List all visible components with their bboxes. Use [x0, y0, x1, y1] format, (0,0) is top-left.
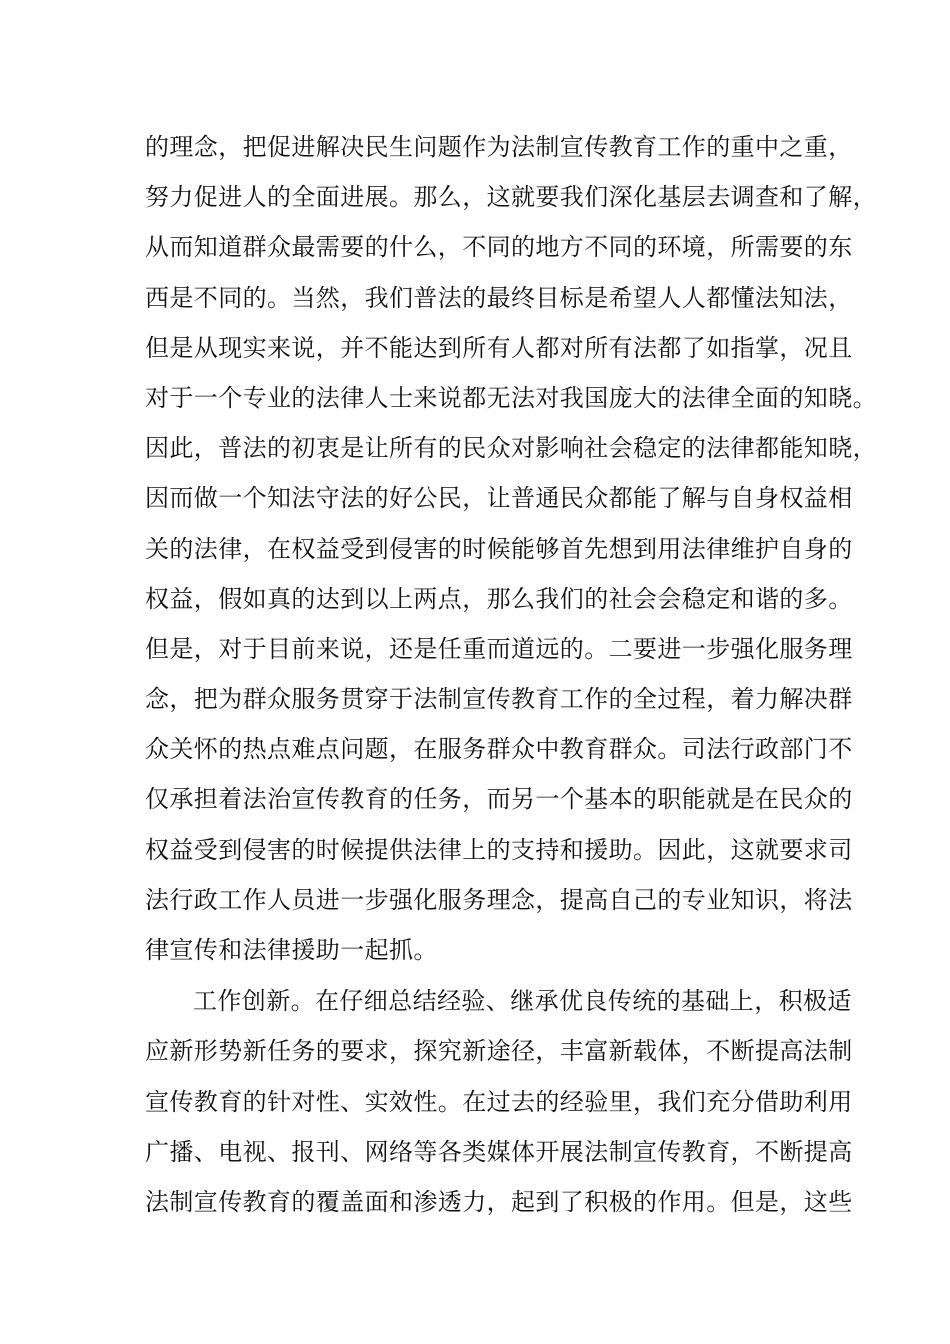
- text-line: 法行政工作人员进一步强化服务理念，提高自己的专业知识，将法: [145, 885, 853, 914]
- paragraph-1: [145, 127, 877, 980]
- text-line: 努力促进人的全面进展。那么，这就要我们深化基层去调查和了解，: [145, 183, 877, 212]
- text-line: 但是，对于目前来说，还是任重而道远的。二要进一步强化服务理: [145, 634, 853, 663]
- text-line: 众关怀的热点难点问题，在服务群众中教育群众。司法行政部门不: [145, 735, 853, 764]
- paragraph-2: [145, 981, 853, 1232]
- text-line: 西是不同的。当然，我们普法的最终目标是希望人人都懂法知法，: [145, 283, 853, 312]
- text-line: 关的法律，在权益受到侵害的时候能够首先想到用法律维护自身的: [145, 534, 853, 563]
- text-line: 法制宣传教育的覆盖面和渗透力，起到了积极的作用。但是，这些: [145, 1187, 853, 1216]
- body-text: [145, 127, 877, 1232]
- text-line: 应新形势新任务的要求，探究新途径，丰富新载体，不断提高法制: [145, 1037, 853, 1066]
- text-line: 仅承担着法治宣传教育的任务，而另一个基本的职能就是在民众的: [145, 785, 853, 814]
- text-line: 工作创新。在仔细总结经验、继承优良传统的基础上，积极适: [193, 987, 852, 1016]
- text-line: 从而知道群众最需要的什么，不同的地方不同的环境，所需要的东: [145, 233, 853, 262]
- text-line: 律宣传和法律援助一起抓。: [145, 936, 438, 964]
- text-line: 念，把为群众服务贯穿于法制宣传教育工作的全过程，着力解决群: [145, 685, 853, 714]
- text-line: 因此，普法的初衷是让所有的民众对影响社会稳定的法律都能知晓，: [145, 434, 877, 463]
- text-line: 宣传教育的针对性、实效性。在过去的经验里，我们充分借助利用: [145, 1087, 853, 1116]
- text-line: 但是从现实来说，并不能达到所有人都对所有法都了如指掌，况且: [145, 333, 853, 362]
- text-line: 广播、电视、报刊、网络等各类媒体开展法制宣传教育，不断提高: [145, 1137, 853, 1166]
- text-line: 的理念，把促进解决民生问题作为法制宣传教育工作的重中之重，: [145, 133, 853, 161]
- text-line: 权益，假如真的达到以上两点，那么我们的社会会稳定和谐的多。: [145, 584, 853, 613]
- text-line: 权益受到侵害的时候提供法律上的支持和援助。因此，这就要求司: [145, 835, 853, 864]
- text-line: 因而做一个知法守法的好公民，让普通民众都能了解与自身权益相: [145, 484, 853, 513]
- text-line: 对于一个专业的法律人士来说都无法对我国庞大的法律全面的知晓。: [145, 383, 877, 412]
